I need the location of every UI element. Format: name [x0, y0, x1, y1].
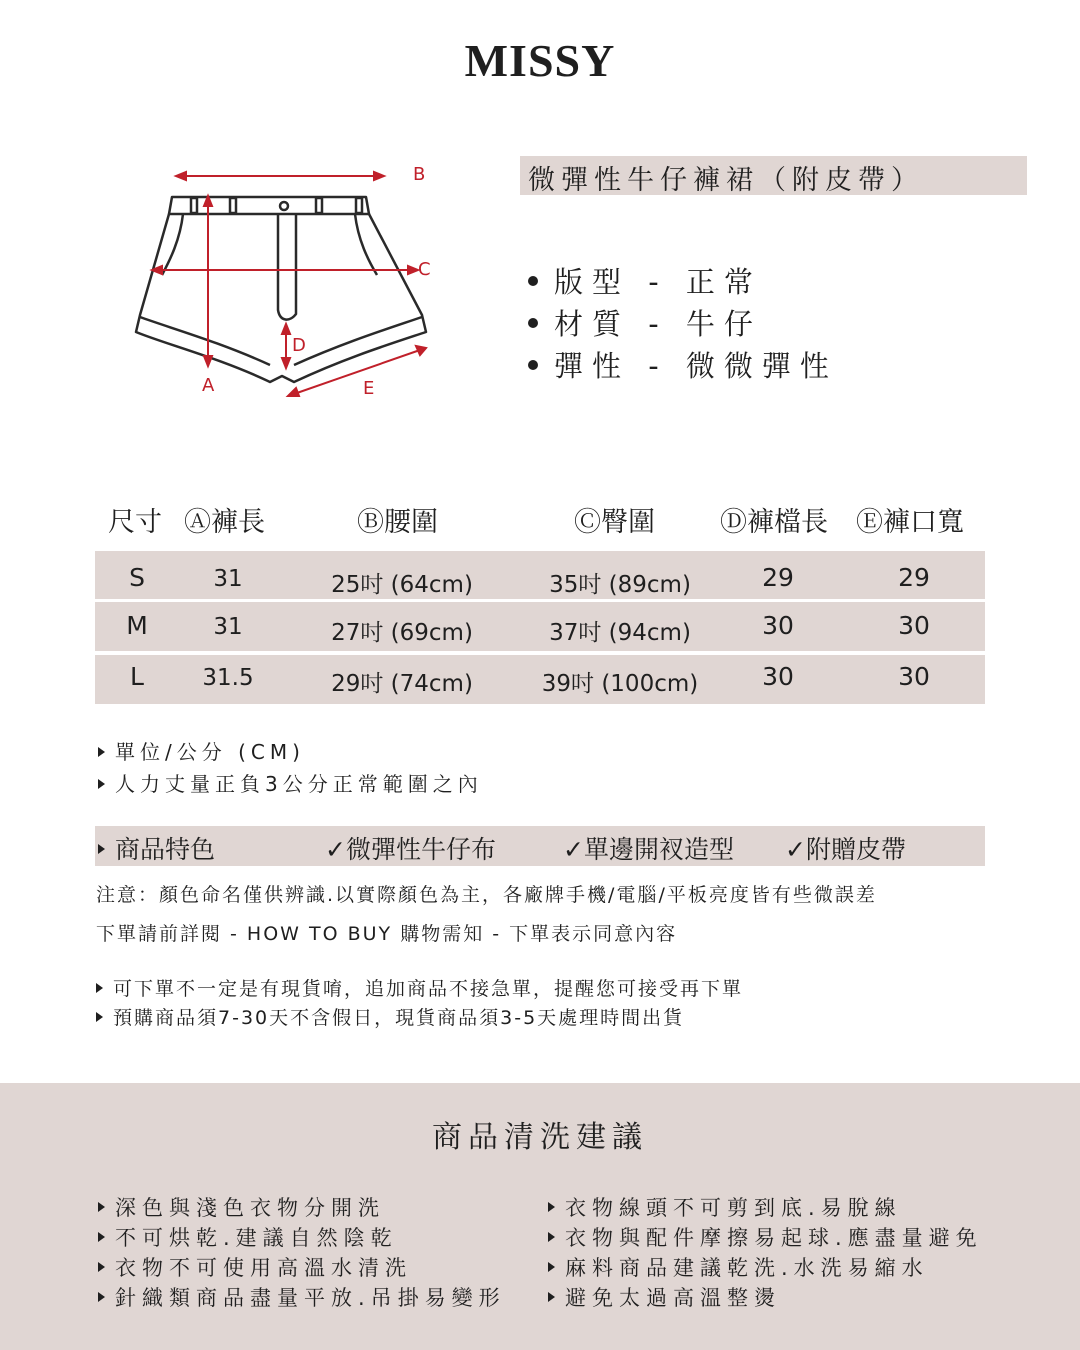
header-waist: Ⓑ腰圍 [357, 507, 438, 538]
cell-hip: 37吋 (94cm) [549, 620, 691, 646]
care-item: 衣物與配件摩擦易起球.應盡量避免 [548, 1222, 983, 1252]
feature-item: ✓單邊開衩造型 [563, 835, 734, 864]
unit-note: 單位/公分 (CM) [98, 736, 305, 765]
header-leg-opening: Ⓔ褲口寬 [856, 507, 964, 538]
care-item: 針織類商品盡量平放.吊掛易變形 [98, 1282, 506, 1312]
bullet-icon [528, 318, 538, 328]
triangle-bullet-icon [98, 779, 105, 789]
triangle-bullet-icon [98, 1262, 105, 1272]
cell-rise: 30 [762, 662, 794, 691]
header-size: 尺寸 [108, 507, 162, 538]
label-a: A [202, 375, 215, 396]
triangle-bullet-icon [98, 844, 105, 854]
color-notice: 注意：顏色命名僅供辨識.以實際顏色為主，各廠牌手機/電腦/平板亮度皆有些微誤差 [96, 884, 877, 906]
cell-length: 31 [213, 614, 243, 640]
triangle-bullet-icon [96, 1012, 103, 1022]
label-d: D [292, 335, 306, 356]
cell-hip: 35吋 (89cm) [549, 572, 691, 598]
cell-rise: 30 [762, 611, 794, 640]
tolerance-note: 人力丈量正負3公分正常範圍之內 [98, 768, 483, 797]
cell-size: L [130, 662, 144, 691]
cell-length: 31 [213, 566, 243, 592]
care-item: 衣物不可使用高溫水清洗 [98, 1252, 412, 1282]
care-item: 不可烘乾.建議自然陰乾 [98, 1222, 398, 1252]
triangle-bullet-icon [96, 983, 103, 993]
cell-leg-opening: 30 [898, 611, 930, 640]
cell-hip: 39吋 (100cm) [541, 671, 699, 697]
triangle-bullet-icon [548, 1232, 555, 1242]
header-hip: Ⓒ臀圍 [574, 507, 655, 538]
triangle-bullet-icon [98, 1202, 105, 1212]
spec-item: 彈性 - 微微彈性 [528, 344, 838, 385]
triangle-bullet-icon [98, 747, 105, 757]
triangle-bullet-icon [548, 1262, 555, 1272]
triangle-bullet-icon [98, 1232, 105, 1242]
cell-waist: 25吋 (64cm) [331, 572, 473, 598]
care-title: 商品清洗建議 [432, 1120, 648, 1155]
care-item: 避免太過高溫整燙 [548, 1282, 781, 1312]
features-label: 商品特色 [98, 830, 215, 866]
cell-size: S [129, 563, 145, 592]
product-title: 微彈性牛仔褲裙（附皮帶） [528, 165, 924, 196]
shorts-measurement-diagram [120, 150, 460, 410]
label-c: C [418, 259, 431, 280]
purchase-notice: 下單請前詳閱 - HOW TO BUY 購物需知 - 下單表示同意內容 [96, 923, 678, 945]
order-note: 可下單不一定是有現貨唷，追加商品不接急單，提醒您可接受再下單 [96, 974, 743, 1001]
cell-leg-opening: 30 [898, 662, 930, 691]
feature-item: ✓微彈性牛仔布 [325, 835, 496, 864]
feature-item: ✓附贈皮帶 [785, 835, 906, 864]
cell-length: 31.5 [202, 665, 254, 691]
label-b: B [413, 164, 426, 185]
bullet-icon [528, 276, 538, 286]
label-e: E [363, 378, 375, 399]
triangle-bullet-icon [98, 1292, 105, 1302]
brand-logo: MISSY [464, 35, 616, 86]
cell-leg-opening: 29 [898, 563, 930, 592]
cell-waist: 29吋 (74cm) [331, 671, 473, 697]
bullet-icon [528, 360, 538, 370]
spec-item: 版型 - 正常 [528, 260, 762, 301]
cell-size: M [126, 611, 148, 640]
triangle-bullet-icon [548, 1292, 555, 1302]
product-title-bar [520, 156, 1027, 195]
header-length: Ⓐ褲長 [184, 507, 265, 538]
care-item: 衣物線頭不可剪到底.易脫線 [548, 1192, 902, 1222]
cell-waist: 27吋 (69cm) [331, 620, 473, 646]
header-rise: Ⓓ褲檔長 [720, 507, 828, 538]
cell-rise: 29 [762, 563, 794, 592]
order-note: 預購商品須7-30天不含假日，現貨商品須3-5天處理時間出貨 [96, 1003, 684, 1030]
triangle-bullet-icon [548, 1202, 555, 1212]
care-item: 深色與淺色衣物分開洗 [98, 1192, 385, 1222]
spec-item: 材質 - 牛仔 [528, 302, 762, 343]
care-item: 麻料商品建議乾洗.水洗易縮水 [548, 1252, 929, 1282]
